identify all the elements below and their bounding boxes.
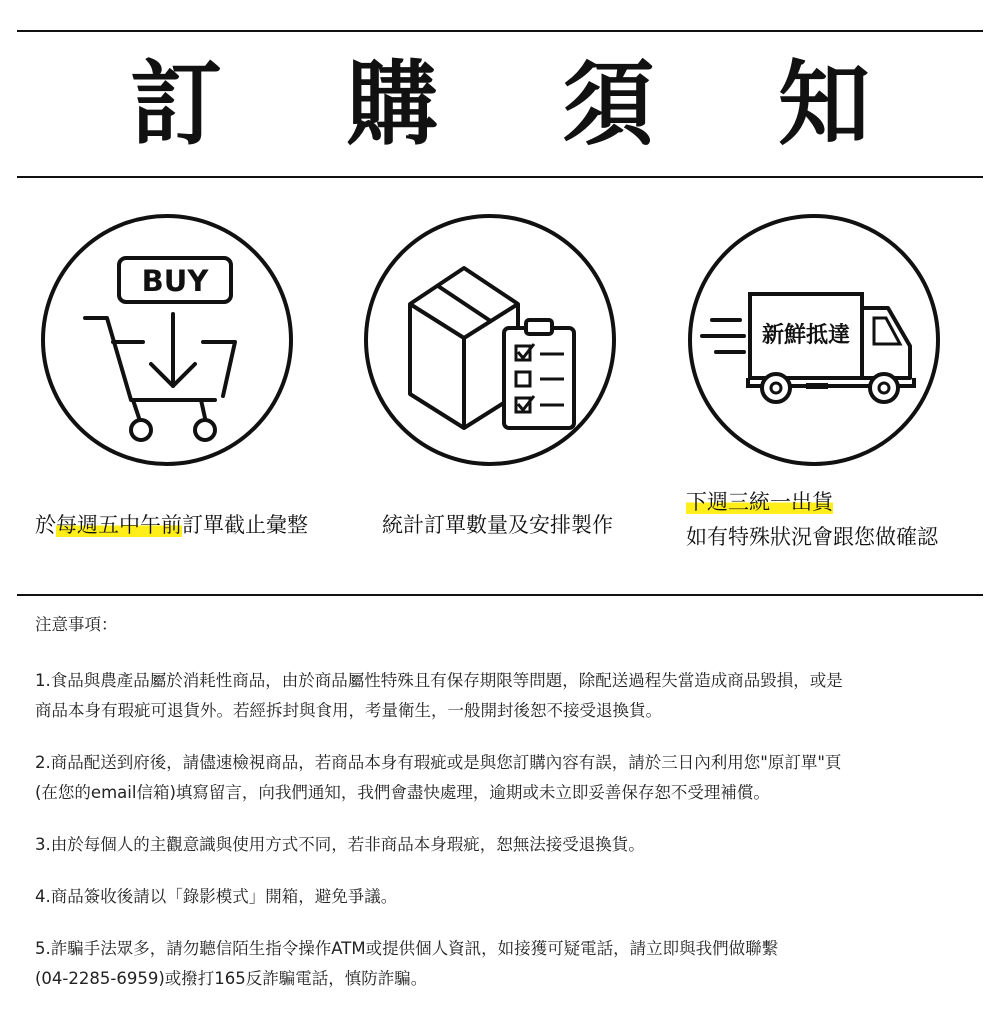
caption-highlight-ship-day: 下週三統一出貨 (686, 490, 833, 514)
page-title: 訂 購 須 知 (129, 50, 917, 158)
top-rule (17, 30, 983, 32)
note-line: 商品本身有瑕疵可退貨外。若經拆封與食用，考量衛生，一般開封後恕不接受退換貨。 (35, 701, 662, 720)
note-item-4 (35, 882, 965, 912)
caption-prefix: 於 (35, 513, 56, 537)
note-item-3 (35, 830, 965, 860)
caption-suffix: 訂單截止彙整 (182, 513, 308, 537)
notes-heading: 注意事項： (35, 615, 118, 634)
notes-section (35, 610, 965, 1016)
note-line: 5.詐騙手法眾多，請勿聽信陌生指令操作ATM或提供個人資訊，如接獲可疑電話，請立即與我們做聯繫 (35, 939, 779, 958)
title-bottom-rule (17, 176, 983, 178)
delivery-truck-icon (692, 218, 936, 462)
step-delivery-circle (688, 214, 940, 466)
caption-special-case: 如有特殊狀況會跟您做確認 (686, 525, 938, 549)
step-order-caption (35, 510, 308, 540)
step-delivery-caption (686, 487, 938, 552)
box-checklist-icon (368, 218, 612, 462)
note-line: 2.商品配送到府後，請儘速檢視商品，若商品本身有瑕疵或是與您訂購內容有誤，請於三日內利用您"原訂單"頁 (35, 753, 842, 772)
note-line: 4.商品簽收後請以「錄影模式」開箱，避免爭議。 (35, 887, 398, 906)
note-line: 1.食品與農產品屬於消耗性商品，由於商品屬性特殊且有保存期限等問題，除配送過程失當造成商品毀損，或是 (35, 671, 843, 690)
note-line: (在您的email信箱)填寫留言，向我們通知，我們會盡快處理，逾期或未立即妥善保存恕不受理補償。 (35, 783, 770, 802)
step-order-circle (41, 214, 293, 466)
notes-top-rule (17, 594, 983, 596)
caption-highlight-deadline: 每週五中午前 (56, 513, 182, 537)
note-item-5 (35, 934, 965, 994)
truck-label: 新鮮抵達 (761, 323, 851, 348)
shopping-cart-icon (45, 218, 289, 462)
note-item-1 (35, 666, 965, 726)
buy-badge-text: BUY (141, 264, 209, 298)
step-production-caption: 統計訂單數量及安排製作 (382, 513, 613, 537)
note-item-2 (35, 748, 965, 808)
step-production-circle (364, 214, 616, 466)
note-line: 3.由於每個人的主觀意識與使用方式不同，若非商品本身瑕疵，恕無法接受退換貨。 (35, 835, 645, 854)
note-line: (04-2285-6959)或撥打165反詐騙電話，慎防詐騙。 (35, 969, 428, 988)
